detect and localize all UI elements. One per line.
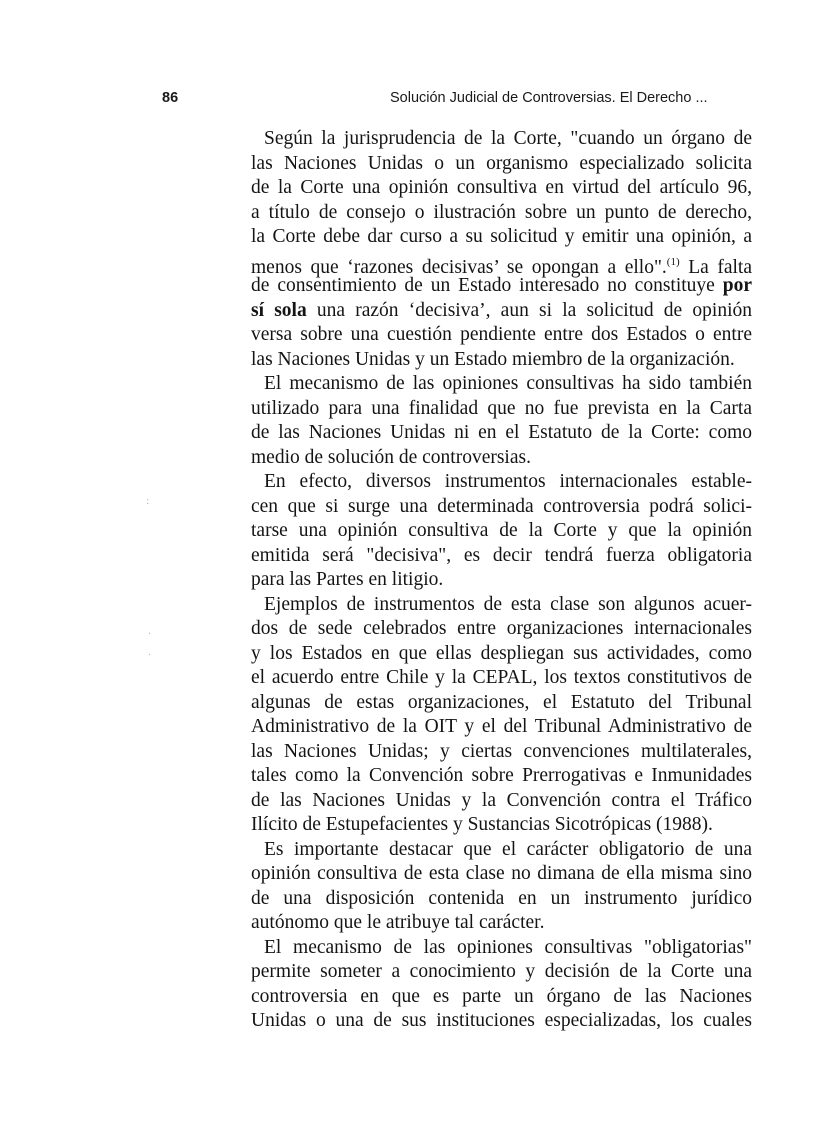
text-segment: de consentimiento de un Estado interesado no constituye (251, 275, 715, 296)
text-line: En efecto, diversos instrumentos internacionales estable- (264, 471, 752, 492)
text-line: tarse una opinión consultiva de la Corte y que la opinión (251, 520, 752, 541)
text-line: tales como la Convención sobre Prerrogativas e Inmunidades (251, 765, 752, 786)
text-line: las Naciones Unidas y un Estado miembro de la organización. (251, 348, 735, 370)
text-line: las Naciones Unidas o un organismo especializado solicita (251, 152, 752, 174)
text-line: las Naciones Unidas; y ciertas convenciones multilaterales, (251, 740, 752, 762)
margin-mark: : (146, 496, 150, 507)
text-segment: menos que ‘razones decisivas’ se opongan a ello". (251, 256, 667, 278)
text-segment: una razón ‘decisiva’, aun si la solicitud de opinión (316, 299, 752, 321)
text-line: Unidas o una de sus instituciones especializadas, los cuales (251, 1010, 752, 1031)
text-line: y los Estados en que ellas despliegan sus actividades, como (251, 642, 752, 664)
footnote-reference: (1) (666, 255, 680, 268)
text-line: autónomo que le atribuye tal carácter. (251, 912, 545, 933)
text-line: El mecanismo de las opiniones consultivas "obligatorias" (264, 936, 752, 958)
running-header: Solución Judicial de Controversias. El Derecho ... (390, 90, 708, 106)
text-line: emitida será "decisiva", es decir tendrá fuerza obligatoria (251, 544, 752, 566)
text-line: utilizado para una finalidad que no fue prevista en la Carta (251, 397, 752, 419)
bold-text: sí sola (251, 299, 307, 321)
text-line: de las Naciones Unidas y la Convención contra el Tráfico (251, 789, 752, 811)
text-line: Según la jurisprudencia de la Corte, "cuando un órgano de (264, 128, 752, 149)
text-line: Ilícito de Estupefacientes y Sustancias Sicotrópicas (1988). (251, 814, 713, 835)
text-line: opinión consultiva de esta clase no dimana de ella misma sino (251, 863, 752, 884)
text-line: medio de solución de controversias. (251, 446, 531, 468)
text-line (251, 274, 752, 299)
text-line: permite someter a conocimiento y decisión de la Corte una (251, 961, 752, 982)
text-line: dos de sede celebrados entre organizaciones internacionales (251, 618, 752, 639)
bold-text: por (722, 275, 753, 296)
text-line: de las Naciones Unidas ni en el Estatuto de la Corte: como (251, 422, 752, 443)
margin-mark: · (148, 650, 152, 661)
text-line (251, 299, 752, 324)
text-line: Es importante destacar que el carácter obligatorio de una (264, 838, 752, 860)
text-line: de una disposición contenida en un instrumento jurídico (251, 887, 752, 909)
text-line: El mecanismo de las opiniones consultivas ha sido también (264, 373, 752, 394)
margin-mark: · (148, 629, 152, 640)
text-line: a título de consejo o ilustración sobre un punto de derecho, (251, 201, 752, 223)
text-line: Ejemplos de instrumentos de esta clase son algunos acuer- (264, 593, 752, 615)
body-text (251, 127, 752, 1034)
text-line: versa sobre una cuestión pendiente entre dos Estados o entre (251, 324, 752, 345)
text-line: el acuerdo entre Chile y la CEPAL, los textos constitutivos de (251, 667, 752, 688)
text-line: cen que si surge una determinada controversia podrá solici- (251, 495, 752, 517)
text-line (251, 250, 752, 278)
text-line: para las Partes en litigio. (251, 569, 444, 590)
text-segment: La falta (688, 256, 752, 278)
text-line: la Corte debe dar curso a su solicitud y emitir una opinión, a (251, 226, 752, 247)
text-line: de la Corte una opinión consultiva en virtud del artículo 96, (251, 177, 752, 198)
text-line: algunas de estas organizaciones, el Estatuto del Tribunal (251, 691, 752, 713)
text-line: controversia en que es parte un órgano de las Naciones (251, 985, 752, 1007)
text-line: Administrativo de la OIT y el del Tribunal Administrativo de (251, 716, 752, 737)
page-number: 86 (162, 90, 179, 106)
